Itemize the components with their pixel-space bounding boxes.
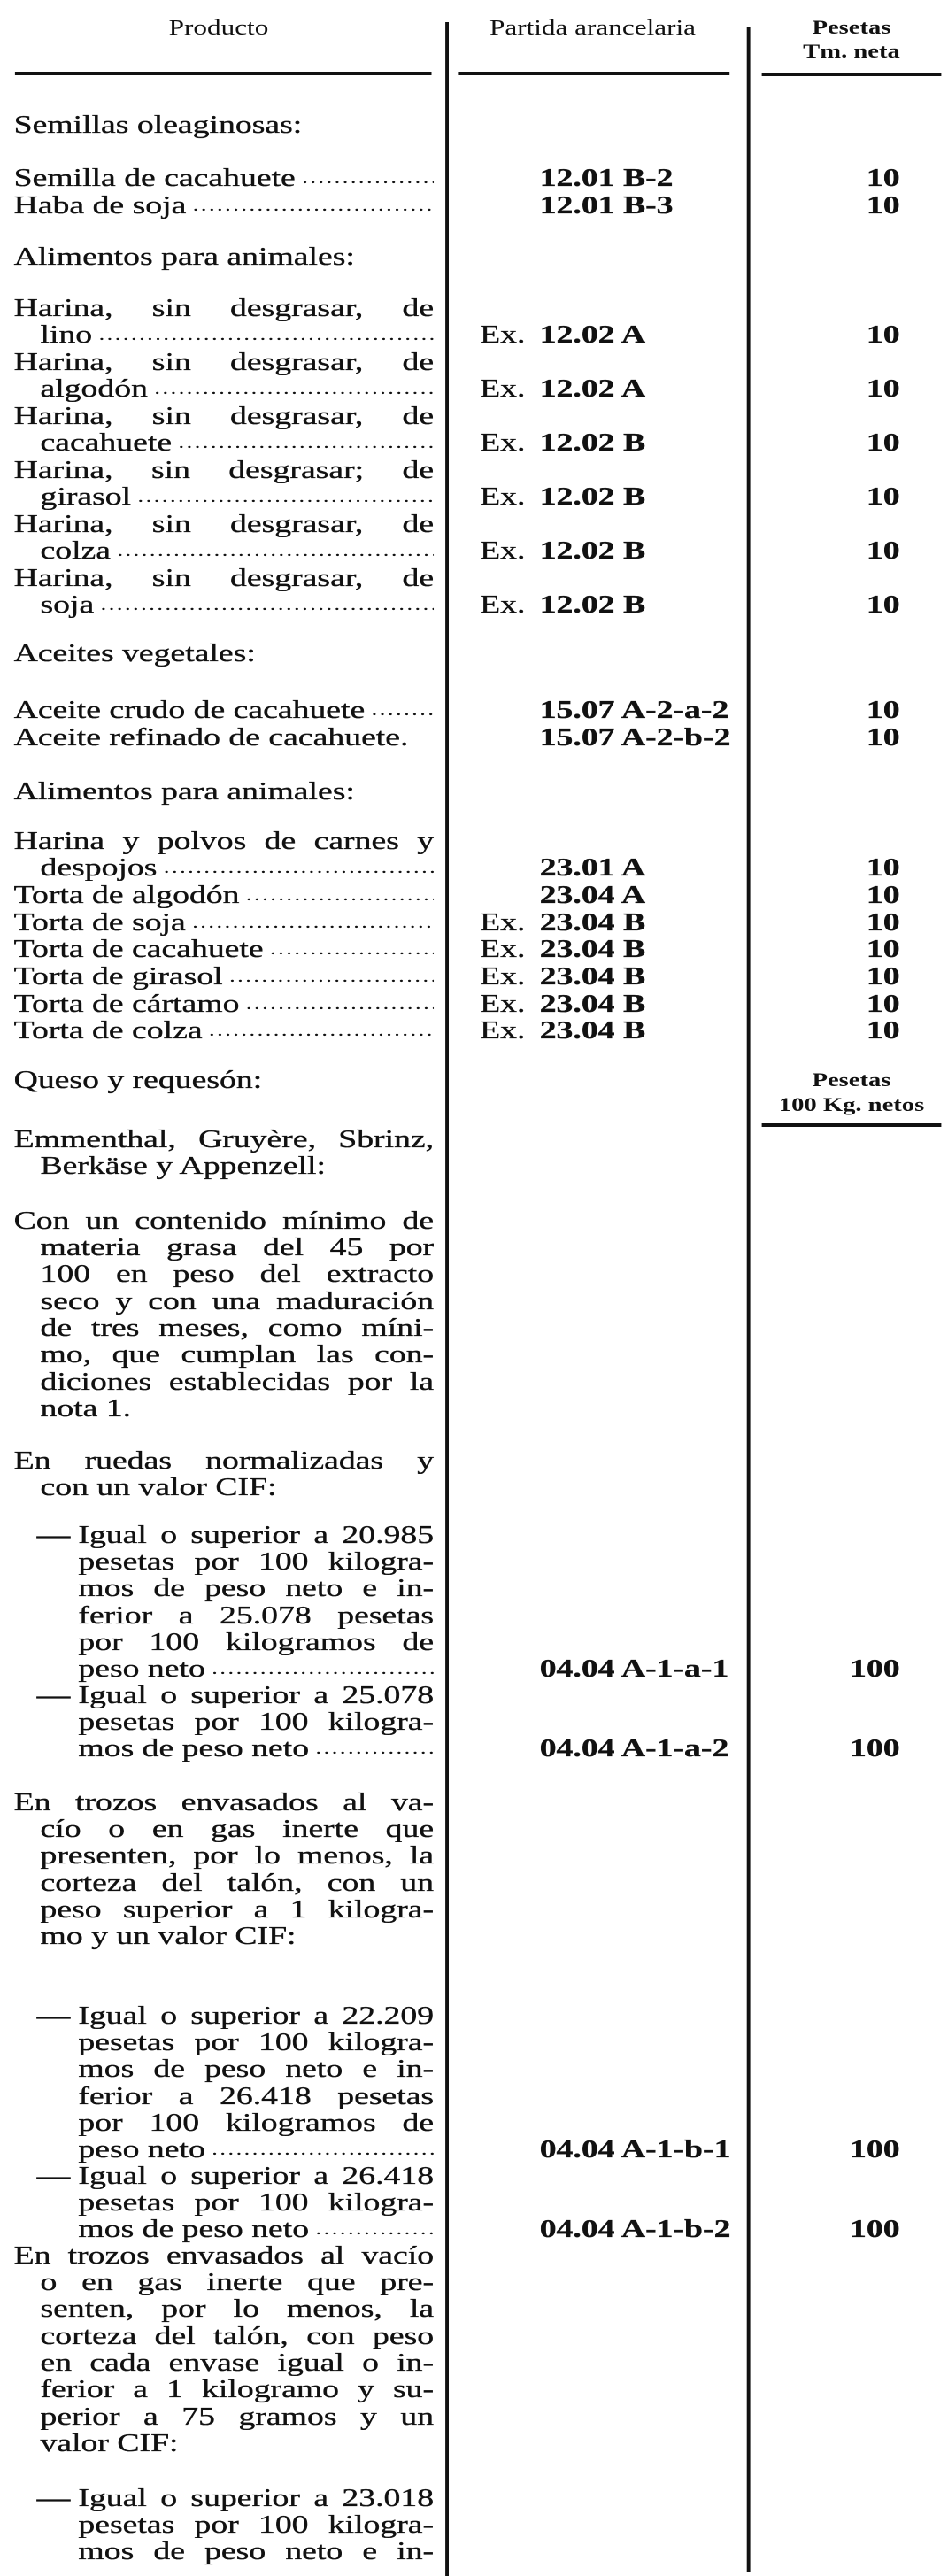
- section-heading: Queso y requesón:: [13, 1065, 263, 1094]
- line-text: peso neto: [78, 1655, 205, 1683]
- duty-value: 10: [866, 590, 900, 620]
- product-line: [41, 321, 435, 348]
- duty-value: 10: [866, 190, 900, 220]
- paragraph-line: seco y con una maduración: [40, 1287, 435, 1315]
- column-header-pesetas: Pesetas: [812, 16, 891, 38]
- line-text: Torta de girasol: [13, 962, 223, 991]
- condition-line: Igual o superior a 20.985: [78, 1521, 435, 1549]
- tariff-code: 04.04 A-1-b-2: [539, 2215, 731, 2244]
- paragraph-line: perior a 75 gramos y un: [40, 2402, 435, 2430]
- product-line: Aceite refinado de cacahuete.: [13, 722, 409, 752]
- header-rule-producto: [15, 72, 432, 75]
- condition-line: mos de peso neto e in-: [78, 1575, 435, 1602]
- tariff-code: 23.04 A: [539, 881, 646, 910]
- paragraph-line: de tres meses, como míni-: [40, 1315, 435, 1342]
- condition-line: pesetas por 100 kilogra-: [78, 1548, 435, 1576]
- paragraph-line: Emmenthal, Gruyère, Sbrinz,: [13, 1125, 435, 1153]
- paragraph-line: en cada envase igual o in-: [40, 2349, 435, 2377]
- paragraph-line: mo y un valor CIF:: [40, 1922, 297, 1951]
- section-heading: Aceites vegetales:: [13, 638, 256, 667]
- condition-line: Igual o superior a 25.078: [78, 1681, 435, 1709]
- product-line: Harina, sin desgrasar, de: [13, 294, 435, 322]
- condition-line: mos de peso neto e in-: [78, 2055, 435, 2083]
- condition-line: pesetas por 100 kilogra-: [78, 2189, 435, 2217]
- duty-value: 10: [866, 163, 900, 192]
- product-line: [41, 483, 435, 510]
- product-line: [41, 537, 435, 564]
- line-text: Haba de soja: [13, 191, 187, 220]
- paragraph-line: corteza del talón, con un: [40, 1869, 435, 1897]
- paragraph-line: cío o en gas inerte que: [40, 1816, 435, 1843]
- tariff-code: 04.04 A-1-b-1: [539, 2135, 731, 2164]
- product-line: Harina, sin desgrasar, de: [13, 510, 435, 538]
- product-line: [41, 375, 435, 402]
- line-text: lino: [40, 321, 93, 349]
- paragraph-line: valor CIF:: [40, 2428, 179, 2457]
- tariff-code: 15.07 A-2-b-2: [539, 722, 731, 752]
- tariff-ex-prefix: Ex.: [480, 482, 526, 512]
- paragraph-line: senten, por lo menos, la: [40, 2295, 435, 2323]
- line-text: colza: [40, 537, 112, 565]
- tariff-code: 12.02 B: [539, 590, 646, 620]
- tariff-code: 04.04 A-1-a-2: [539, 1734, 729, 1763]
- duty-value: 10: [866, 482, 900, 512]
- paragraph-line: En trozos envasados al va-: [13, 1788, 435, 1816]
- condition-line: mos de peso neto e in-: [78, 2538, 435, 2565]
- duty-value: 10: [866, 1015, 900, 1045]
- line-text: Semilla de cacahuete: [13, 164, 296, 192]
- line-text: Torta de soja: [13, 908, 186, 937]
- tariff-ex-prefix: Ex.: [480, 320, 526, 350]
- column-header-unit: Tm. neta: [803, 40, 900, 62]
- condition-line: Igual o superior a 23.018: [78, 2484, 435, 2512]
- tariff-code: 04.04 A-1-a-1: [539, 1654, 729, 1684]
- product-line: [14, 909, 434, 936]
- condition-line: [78, 1655, 434, 1682]
- dash-bullet-icon: —: [36, 1520, 71, 1549]
- product-line: Harina, sin desgrasar; de: [13, 456, 435, 484]
- paragraph-line: presenten, por lo menos, la: [40, 1842, 435, 1870]
- tariff-code: 23.04 B: [539, 961, 646, 991]
- paragraph-line: 100 en peso del extracto: [40, 1261, 435, 1288]
- tariff-code: 12.01 B-2: [539, 163, 674, 192]
- paragraph-line: corteza del talón, con peso: [40, 2322, 435, 2350]
- product-line: Harina y polvos de carnes y: [13, 827, 435, 855]
- duty-value: 100: [850, 2215, 900, 2244]
- paragraph-line: En trozos envasados al vacío: [13, 2241, 435, 2270]
- condition-line: pesetas por 100 kilogra-: [78, 2511, 435, 2539]
- product-line: [41, 429, 435, 456]
- line-text: algodón: [40, 375, 148, 403]
- condition-line: [78, 1735, 434, 1762]
- line-text: Torta de cártamo: [13, 990, 240, 1018]
- line-text: Torta de algodón: [13, 882, 240, 909]
- condition-line: por 100 kilogramos de: [78, 1629, 435, 1656]
- tariff-code: 12.02 B: [539, 428, 646, 458]
- section-heading: Semillas oleaginosas:: [13, 110, 303, 139]
- tariff-ex-prefix: Ex.: [480, 907, 526, 937]
- condition-line: [78, 2216, 434, 2242]
- product-line: [14, 936, 434, 962]
- header-rule-pesetas: [762, 73, 942, 76]
- paragraph-line: materia grasa del 45 por: [40, 1234, 435, 1261]
- product-line: [41, 591, 435, 618]
- tariff-code: 12.02 A: [539, 320, 646, 350]
- duty-value: 10: [866, 989, 900, 1018]
- product-line: Harina, sin desgrasar, de: [13, 402, 435, 430]
- product-line: [41, 854, 435, 881]
- duty-value: 10: [866, 722, 900, 752]
- tariff-code: 12.01 B-3: [539, 190, 674, 220]
- line-text: Torta de cacahuete: [13, 935, 264, 963]
- paragraph-line: o en gas inerte que pre-: [40, 2269, 435, 2296]
- unit-header-rule: [762, 1123, 942, 1127]
- line-text: soja: [40, 591, 95, 619]
- condition-line: pesetas por 100 kilogra-: [78, 2029, 435, 2056]
- tariff-ex-prefix: Ex.: [480, 1015, 526, 1045]
- duty-value: 100: [850, 1654, 900, 1684]
- product-line: [14, 165, 434, 191]
- dash-bullet-icon: —: [36, 2483, 71, 2512]
- paragraph-line: con un valor CIF:: [40, 1473, 277, 1502]
- paragraph-line: En ruedas normalizadas y: [13, 1446, 435, 1475]
- dash-bullet-icon: —: [36, 2161, 71, 2190]
- tariff-ex-prefix: Ex.: [480, 989, 526, 1018]
- tariff-code: 23.04 B: [539, 907, 646, 937]
- duty-value: 10: [866, 961, 900, 991]
- duty-value: 10: [866, 934, 900, 963]
- column-header-producto: Producto: [168, 17, 269, 40]
- dash-bullet-icon: —: [36, 1680, 71, 1709]
- duty-value: 100: [850, 1734, 900, 1763]
- tariff-code: 12.02 B: [539, 482, 646, 512]
- paragraph-line: mo, que cumplan las con-: [40, 1341, 435, 1369]
- header-rule-partida: [458, 72, 729, 75]
- line-text: cacahuete: [40, 429, 173, 457]
- condition-line: pesetas por 100 kilogra-: [78, 1708, 435, 1736]
- condition-line: Igual o superior a 22.209: [78, 2001, 435, 2030]
- product-line: [14, 882, 434, 908]
- duty-value: 10: [866, 320, 900, 350]
- product-line: Harina, sin desgrasar, de: [13, 564, 435, 592]
- line-text: mos de peso neto: [78, 1735, 310, 1762]
- line-text: Torta de colza: [13, 1016, 203, 1045]
- product-line: [14, 192, 434, 219]
- column-header-partida: Partida arancelaria: [489, 17, 696, 40]
- tariff-code: 12.02 B: [539, 536, 646, 566]
- condition-line: ferior a 26.418 pesetas: [78, 2082, 435, 2110]
- unit-header-kg: 100 Kg. netos: [778, 1092, 925, 1115]
- duty-value: 100: [850, 2135, 900, 2164]
- paragraph-line: ferior a 1 kilogramo y su-: [40, 2376, 435, 2403]
- tariff-code: 15.07 A-2-a-2: [539, 695, 729, 724]
- tariff-code: 23.01 A: [539, 853, 646, 883]
- duty-value: 10: [866, 695, 900, 724]
- tariff-ex-prefix: Ex.: [480, 428, 526, 458]
- product-line: Harina, sin desgrasar, de: [13, 348, 435, 376]
- duty-value: 10: [866, 428, 900, 458]
- column-divider-2: [747, 27, 751, 2572]
- line-text: girasol: [40, 483, 132, 511]
- line-text: Aceite crudo de cacahuete: [13, 696, 366, 724]
- condition-line: por 100 kilogramos de: [78, 2109, 435, 2137]
- tariff-ex-prefix: Ex.: [480, 590, 526, 620]
- condition-line: [78, 2136, 434, 2163]
- duty-value: 10: [866, 374, 900, 404]
- dash-bullet-icon: —: [36, 2001, 71, 2030]
- paragraph-line: peso superior a 1 kilogra-: [40, 1896, 435, 1924]
- duty-value: 10: [866, 536, 900, 566]
- duty-value: 10: [866, 907, 900, 937]
- column-divider-1: [445, 22, 449, 2576]
- paragraph-line: nota 1.: [40, 1393, 132, 1423]
- product-line: [14, 991, 434, 1017]
- tariff-code: 23.04 B: [539, 989, 646, 1018]
- line-text: despojos: [40, 854, 158, 882]
- tariff-ex-prefix: Ex.: [480, 961, 526, 991]
- product-line: [14, 963, 434, 990]
- paragraph-line: Berkäse y Appenzell:: [40, 1152, 326, 1181]
- tariff-code: 12.02 A: [539, 374, 646, 404]
- product-line: [14, 697, 434, 723]
- tariff-ex-prefix: Ex.: [480, 536, 526, 566]
- section-heading: Alimentos para animales:: [13, 776, 355, 806]
- line-text: mos de peso neto: [78, 2216, 310, 2243]
- line-text: peso neto: [78, 2136, 205, 2163]
- paragraph-line: Con un contenido mínimo de: [13, 1207, 435, 1235]
- condition-line: ferior a 25.078 pesetas: [78, 1601, 435, 1630]
- tariff-code: 23.04 B: [539, 1015, 646, 1045]
- tariff-ex-prefix: Ex.: [480, 934, 526, 963]
- product-line: [14, 1017, 434, 1044]
- tariff-ex-prefix: Ex.: [480, 374, 526, 404]
- duty-value: 10: [866, 853, 900, 883]
- tariff-code: 23.04 B: [539, 934, 646, 963]
- section-heading: Alimentos para animales:: [13, 242, 355, 271]
- paragraph-line: diciones establecidas por la: [40, 1368, 435, 1395]
- condition-line: Igual o superior a 26.418: [78, 2162, 435, 2190]
- duty-value: 10: [866, 881, 900, 910]
- unit-header-pesetas: Pesetas: [812, 1068, 891, 1091]
